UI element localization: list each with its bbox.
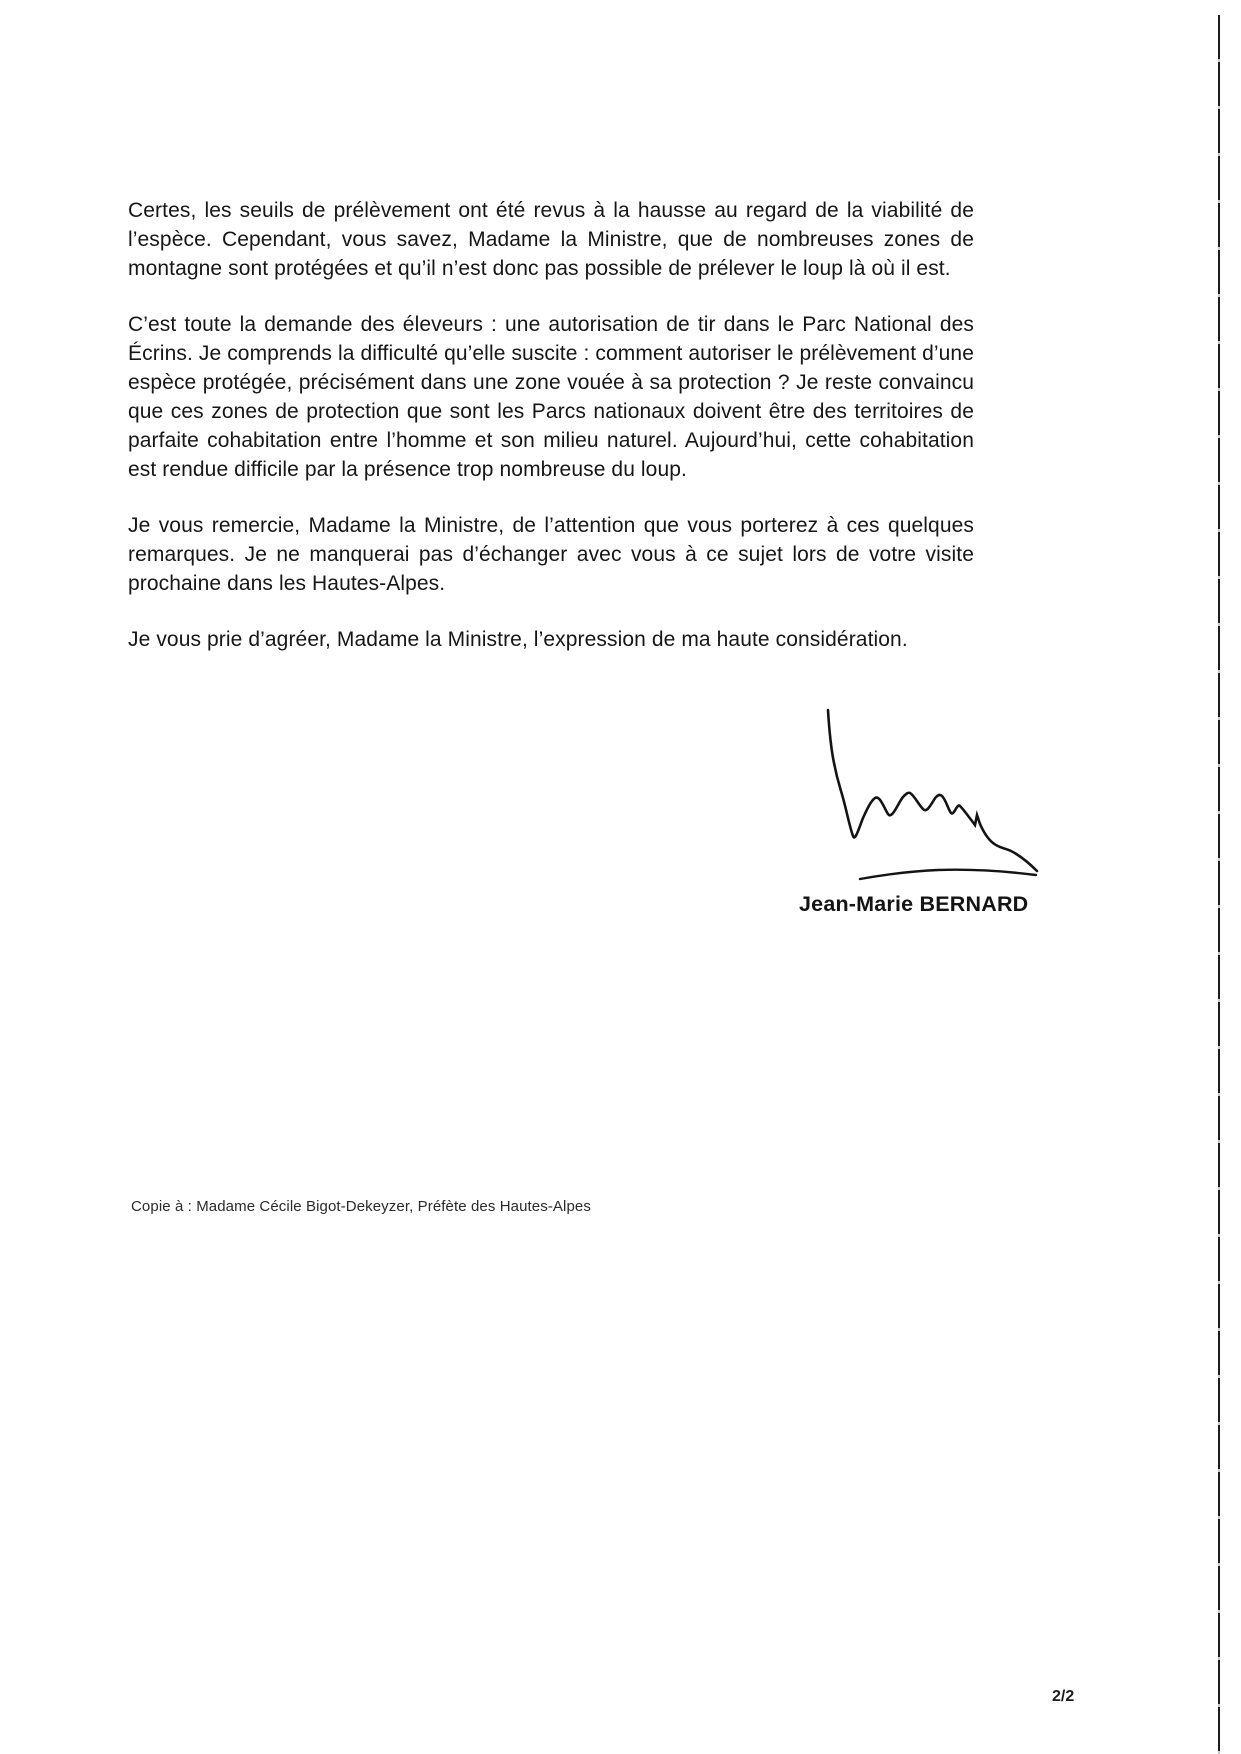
copy-recipient-note: Copie à : Madame Cécile Bigot-Dekeyzer, Préfète des Hautes-Alpes — [131, 1198, 591, 1215]
letter-paragraph: Je vous remercie, Madame la Ministre, de l’attention que vous porterez à ces quelques remarques. Je ne manquerai pas d’échanger avec vous à ce sujet lors de votre visite prochaine dans les Hautes-Alpes. — [128, 514, 974, 595]
letter-paragraph: C’est toute la demande des éleveurs : une autorisation de tir dans le Parc National des Écrins. Je comprends la difficulté qu’elle suscite : comment autoriser le prélèvement d’une espèce protégée, précisément dans une zone vouée à sa protection ? Je reste convaincu que ces zones de protection que sont les Parcs nationaux doivent être des territoires de parfaite cohabitation entre l’homme et son milieu naturel. Aujourd’hui, cette cohabitation est rendue difficile par la présence trop nombreuse du loup. — [128, 313, 974, 481]
letter-closing-paragraph: Je vous prie d’agréer, Madame la Ministre, l’expression de ma haute considération. — [128, 628, 908, 651]
scan-artifact-vertical-line — [1218, 15, 1220, 1754]
letter-paragraph: Certes, les seuils de prélèvement ont été revus à la hausse au regard de la viabilité de l’espèce. Cependant, vous savez, Madame la Ministre, que de nombreuses zones de montagne sont protégées et qu’il n’est donc pas possible de prélever le loup là où il est. — [128, 199, 974, 280]
letter-body — [128, 196, 974, 681]
handwritten-signature — [818, 703, 1050, 887]
signature-stroke-image — [818, 703, 1050, 887]
page-number: 2/2 — [1052, 1688, 1075, 1705]
signatory-name: Jean-Marie BERNARD — [799, 892, 1029, 916]
